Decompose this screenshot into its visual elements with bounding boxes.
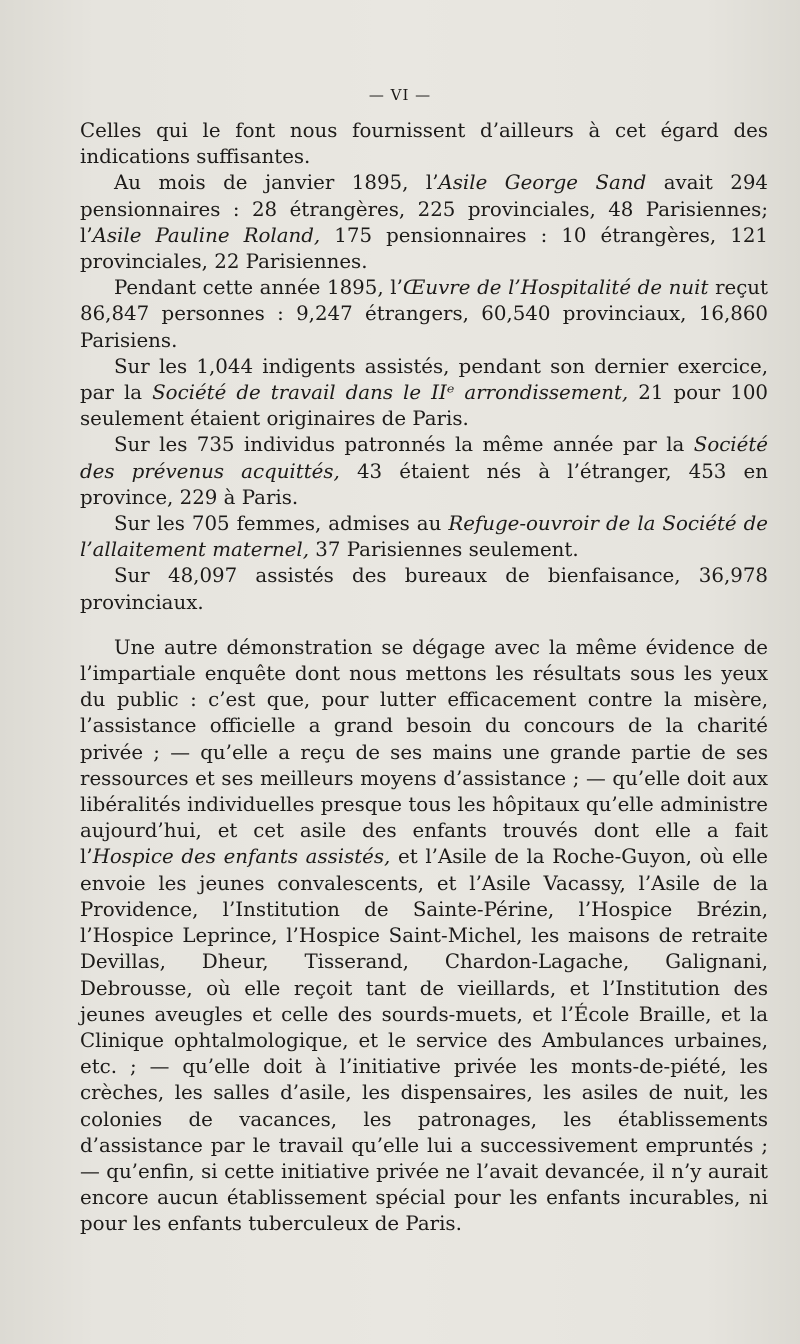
- text-run: 21 pour 100 seulement étaient originaires de Paris.: [80, 381, 769, 431]
- text-run: Une autre démonstration se dégage avec la même évidence de l’impartiale enquête dont nous mettons les résultats sous les yeux du public : c’est que, pour lutter efficacement contre la misère, l’assistance officielle a grand besoin du concours de la charité privée ; — qu’elle a reçu de ses mains une grande partie de ses ressources et ses meilleurs moyens d’assistance ; — qu’elle doit aux libéralités individuelles presque tous les hôpitaux qu’elle administre aujourd’hui, et cet asile des enfants trouvés dont elle a fait l’: [80, 635, 768, 869]
- text-run: reçut 86,847 personnes : 9,247 étrangers, 60,540 provinciaux, 16,860 Parisiens.: [80, 276, 768, 352]
- paragraph: [80, 563, 768, 615]
- italic-title: Œuvre de l’Hospitalité de nuit: [402, 276, 709, 300]
- italic-title: Asile Pauline Roland,: [92, 223, 321, 247]
- text-run: Pendant cette année 1895, l’: [114, 276, 403, 300]
- page-number: — VI —: [368, 86, 432, 104]
- paragraph: [80, 170, 768, 275]
- text-run: et l’Asile de la Roche-Guyon, où elle envoie les jeunes convalescents, et l’Asile Vacassy, l’Asile de la Providence, l’Institution de Sainte-Périne, l’Hospice Brézin, l’Hospice Leprince, l’Hospice Saint-Michel, les maisons de retraite Devillas, Dheur, Tisserand, Chardon-Lagache, Galignani, Debrousse, où elle reçoit tant de vieillards, et l’Institution des jeunes aveugles et celle des sourds-muets, et l’École Braille, et la Clinique ophtalmologique, et le service des Ambulances urbaines, etc. ; — qu’elle doit à l’initiative privée les monts-de-piété, les crèches, les salles d’asile, les dispensaires, les asiles de nuit, les colonies de vacances, les patronages, les établissements d’assistance par le travail qu’elle lui a successivement empruntés ; — qu’enfin, si cette initiative privée ne l’avait devancée, il n’y aurait encore aucun établissement spécial pour les enfants incurables, ni pour les enfants tuberculeux de Paris.: [80, 845, 769, 1236]
- text-run: Celles qui le font nous fournissent d’ailleurs à cet égard des indications suffisantes.: [80, 119, 768, 169]
- italic-title: Refuge-ouvroir de la Société de l’allaitement maternel,: [80, 512, 768, 562]
- text-run: 175 pensionnaires : 10 étrangères, 121 provinciales, 22 Parisiennes.: [80, 223, 768, 274]
- paragraph: [80, 275, 768, 354]
- text-run: 43 étaient nés à l’étranger, 453 en province, 229 à Paris.: [80, 459, 768, 509]
- italic-title: Hospice des enfants assistés,: [92, 845, 391, 869]
- text-run: Sur 48,097 assistés des bureaux de bienfaisance, 36,978 provinciaux.: [80, 564, 768, 614]
- italic-title: Société de travail dans le IIᵉ arrondissement,: [152, 381, 629, 405]
- text-run: Au mois de janvier 1895, l’: [114, 171, 439, 195]
- paragraph: [80, 635, 768, 1238]
- text-run: Sur les 735 individus patronnés la même année par la: [114, 433, 694, 457]
- text-run: Sur les 705 femmes, admises au: [114, 512, 449, 536]
- text-run: 37 Parisiennes seulement.: [309, 538, 579, 562]
- text-run: avait 294 pensionnaires : 28 étrangères, 225 provinciales, 48 Parisiennes; l’: [80, 171, 768, 247]
- paragraph: [80, 432, 768, 511]
- paragraph: [80, 354, 768, 433]
- italic-title: Société des prévenus acquittés,: [80, 433, 768, 483]
- paragraph: [80, 511, 768, 563]
- text-run: Sur les 1,044 indigents assistés, pendant son dernier exercice, par la: [80, 354, 768, 405]
- body-text: [80, 118, 768, 1238]
- italic-title: Asile George Sand: [438, 171, 647, 195]
- paragraph: [80, 118, 768, 170]
